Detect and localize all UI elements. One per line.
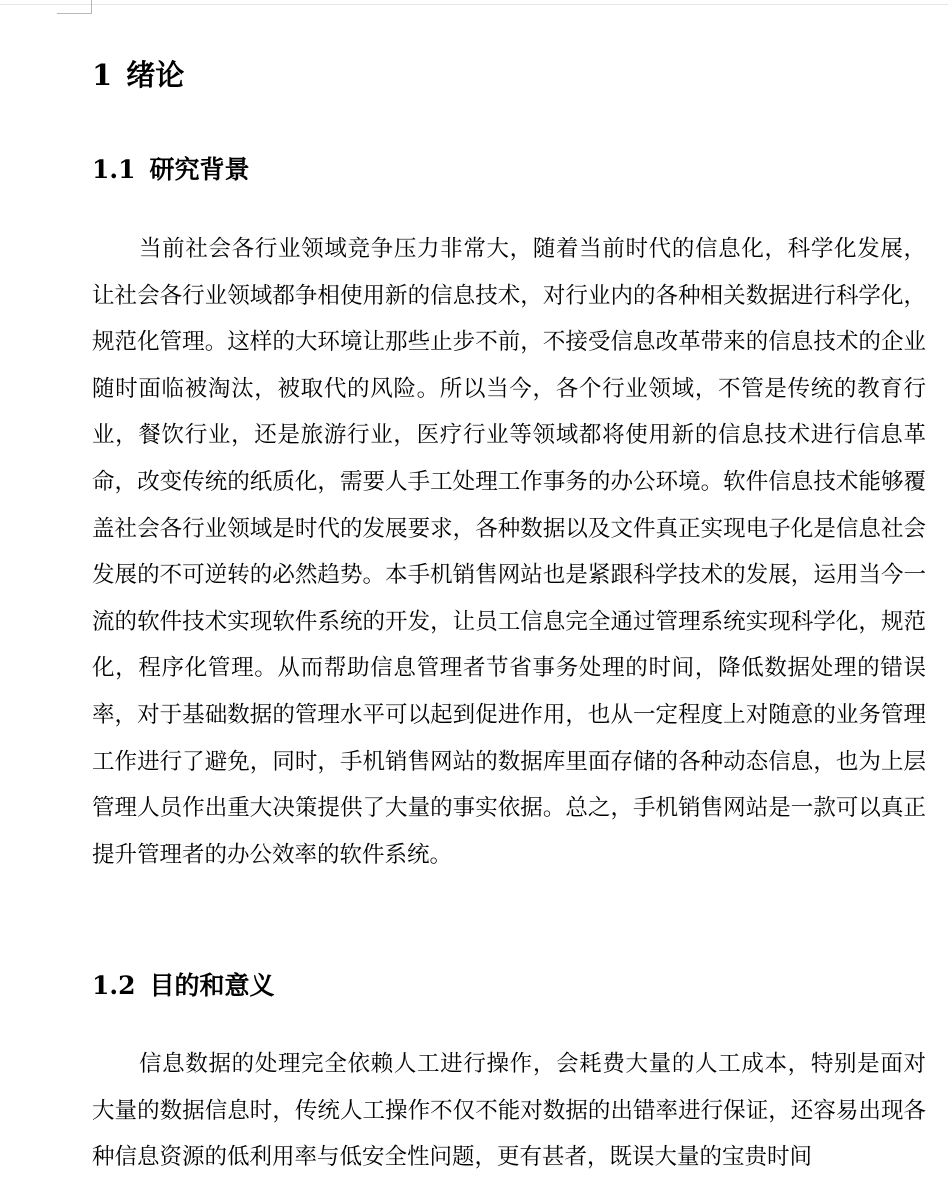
chapter-title: 绪论 bbox=[126, 58, 185, 92]
page-top-edge bbox=[0, 4, 948, 5]
crop-mark-horizontal bbox=[57, 13, 91, 14]
section-title: 目的和意义 bbox=[149, 971, 275, 1000]
section-number: 1.1 bbox=[92, 155, 136, 184]
purpose-paragraph: 信息数据的处理完全依赖人工进行操作，会耗费大量的人工成本，特别是面对大量的数据信息时，传统人工操作不仅不能对数据的出错率进行保证，还容易出现各种信息资源的低利用率与低安全性问题，更有甚者，既误大量的宝贵时间 bbox=[92, 1051, 926, 1171]
crop-mark-vertical bbox=[91, 0, 92, 14]
chapter-number: 1 bbox=[92, 58, 113, 92]
background-paragraph: 当前社会各行业领域竞争压力非常大，随着当前时代的信息化，科学化发展，让社会各行业领域都争相使用新的信息技术，对行业内的各种相关数据进行科学化，规范化管理。这样的大环境让那些止步不前，不接受信息改革带来的信息技术的企业随时面临被淘汰，被取代的风险。所以当今，各个行业领域，不管是传统的教育行业，餐饮行业，还是旅游行业，医疗行业等领域都将使用新的信息技术进行信息革命，改变传统的纸质化，需要人手工处理工作事务的办公环境。软件信息技术能够覆盖社会各行业领域是时代的发展要求，各种数据以及文件真正实现电子化是信息社会发展的不可逆转的必然趋势。本手机销售网站也是紧跟科学技术的发展，运用当今一流的软件技术实现软件系统的开发，让员工信息完全通过管理系统实现科学化，规范化，程序化管理。从而帮助信息管理者节省事务处理的时间，降低数据处理的错误率，对于基础数据的管理水平可以起到促进作用，也从一定程度上对随意的业务管理工作进行了避免，同时，手机销售网站的数据库里面存储的各种动态信息，也为上层管理人员作出重大决策提供了大量的事实依据。总之，手机销售网站是一款可以真正提升管理者的办公效率的软件系统。 bbox=[92, 236, 926, 868]
section-title: 研究背景 bbox=[149, 155, 250, 184]
section-heading-purpose bbox=[92, 966, 275, 1006]
chapter-heading bbox=[92, 52, 184, 98]
section-number: 1.2 bbox=[92, 971, 136, 1000]
section-heading-background bbox=[92, 150, 250, 190]
